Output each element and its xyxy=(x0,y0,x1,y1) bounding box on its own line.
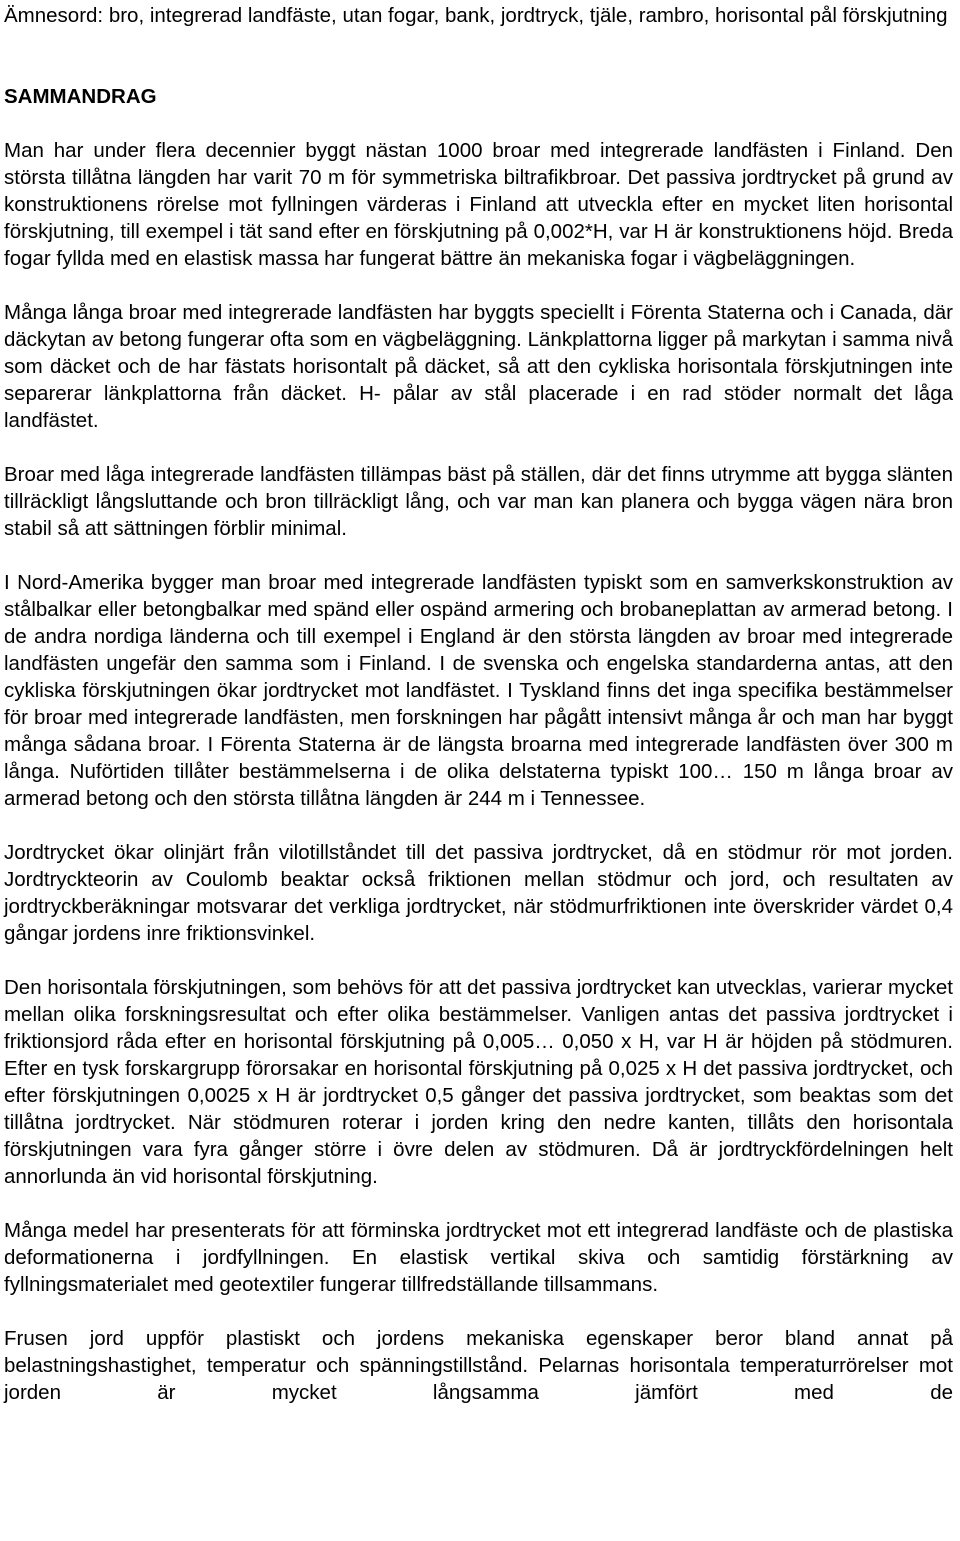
paragraph-4: I Nord-Amerika bygger man broar med integrerade landfästen typiskt som en samverkskonstruktion av stålbalkar eller betongbalkar med spänd eller ospänd armering och brobaneplattan av armerad betong. I de andra nordiga länderna och till exempel i England är den största längden av broar med integrerade landfästen ungefär den samma som i Finland. I de svenska och engelska standarderna antas, att den cykliska förskjutningen ökar jordtrycket mot landfästet. I Tyskland finns det inga specifika bestämmelser för broar med integrerade landfästen, men forskningen har pågått intensivt många år och man har byggt många sådana broar. I Förenta Staterna är de längsta broarna med integrerade landfästen över 300 m långa. Nuförtiden tillåter bestämmelserna i de olika delstaterna typiskt 100… 150 m långa broar av armerad betong och den största tillåtna längden är 244 m i Tennessee. xyxy=(4,571,953,810)
paragraph-2: Många långa broar med integrerade landfästen har byggts speciellt i Förenta Staterna och i Canada, där däckytan av betong fungerar ofta som en vägbeläggning. Länkplattorna ligger på markytan i samma nivå som däcket och de har fästats horisontalt på däcket, så att den cykliska horisontala förskjutningen inte separerar länkplattorna från däcket. H- pålar av stål placerade i en rad stöder normalt det låga landfästet. xyxy=(4,301,953,432)
keywords-line: Ämnesord: bro, integrerad landfäste, utan fogar, bank, jordtryck, tjäle, rambro, horisontal pål förskjutning xyxy=(4,4,948,27)
paragraph-1: Man har under flera decennier byggt nästan 1000 broar med integrerade landfästen i Finland. Den största tillåtna längden har varit 70 m för symmetriska biltrafikbroar. Det passiva jordtrycket på grund av konstruktionens rörelse mot fyllningen värderas i Finland att utveckla efter en mycket liten horisontal förskjutning, till exempel i tät sand efter en förskjutning på 0,002*H, var H är konstruktionens höjd. Breda fogar fyllda med en elastisk massa har fungerat bättre än mekaniska fogar i vägbeläggningen. xyxy=(4,139,953,270)
summary-heading: SAMMANDRAG xyxy=(4,85,157,108)
paragraph-3: Broar med låga integrerade landfästen tillämpas bäst på ställen, där det finns utrymme att bygga slänten tillräckligt långsluttande och bron tillräckligt lång, och var man kan planera och bygga vägen nära bron stabil så att sättningen förblir minimal. xyxy=(4,463,953,540)
paragraph-5: Jordtrycket ökar olinjärt från vilotillståndet till det passiva jordtrycket, då en stödmur rör mot jorden. Jordtryckteorin av Coulomb beaktar också friktionen mellan stödmur och jord, och resultaten av jordtryckberäkningar motsvarar det verkliga jordtrycket, när stödmurfriktionen inte överskrider värdet 0,4 gångar jordens inre friktionsvinkel. xyxy=(4,841,953,945)
paragraph-8: Frusen jord uppför plastiskt och jordens mekaniska egenskaper beror bland annat på belastningshastighet, temperatur och spänningstillstånd. Pelarnas horisontala temperaturrörelser mot jorden är mycket långsamma jämfört med de xyxy=(4,1327,953,1404)
paragraph-6: Den horisontala förskjutningen, som behövs för att det passiva jordtrycket kan utvecklas, varierar mycket mellan olika forskningsresultat och efter olika bestämmelser. Vanligen antas det passiva jordtrycket i friktionsjord råda efter en horisontal förskjutning på 0,005… 0,050 x H, var H är höjden på stödmuren. Efter en tysk forskargrupp förorsakar en horisontal förskjutning på 0,025 x H det passiva jordtrycket, och efter förskjutningen 0,0025 x H är jordtrycket 0,5 gånger det passiva jordtrycket, som beaktas som det tillåtna jordtrycket. När stödmuren roterar i jorden kring den nedre kanten, tillåts den horisontala förskjutningen vara fyra gånger större i övre delen av stödmuren. Då är jordtryckfördelningen helt annorlunda än vid horisontal förskjutning. xyxy=(4,976,953,1188)
paragraph-7: Många medel har presenterats för att förminska jordtrycket mot ett integrerad landfäste och de plastiska deformationerna i jordfyllningen. En elastisk vertikal skiva och samtidig förstärkning av fyllningsmaterialet med geotextiler fungerar tillfredställande tillsammans. xyxy=(4,1219,953,1296)
